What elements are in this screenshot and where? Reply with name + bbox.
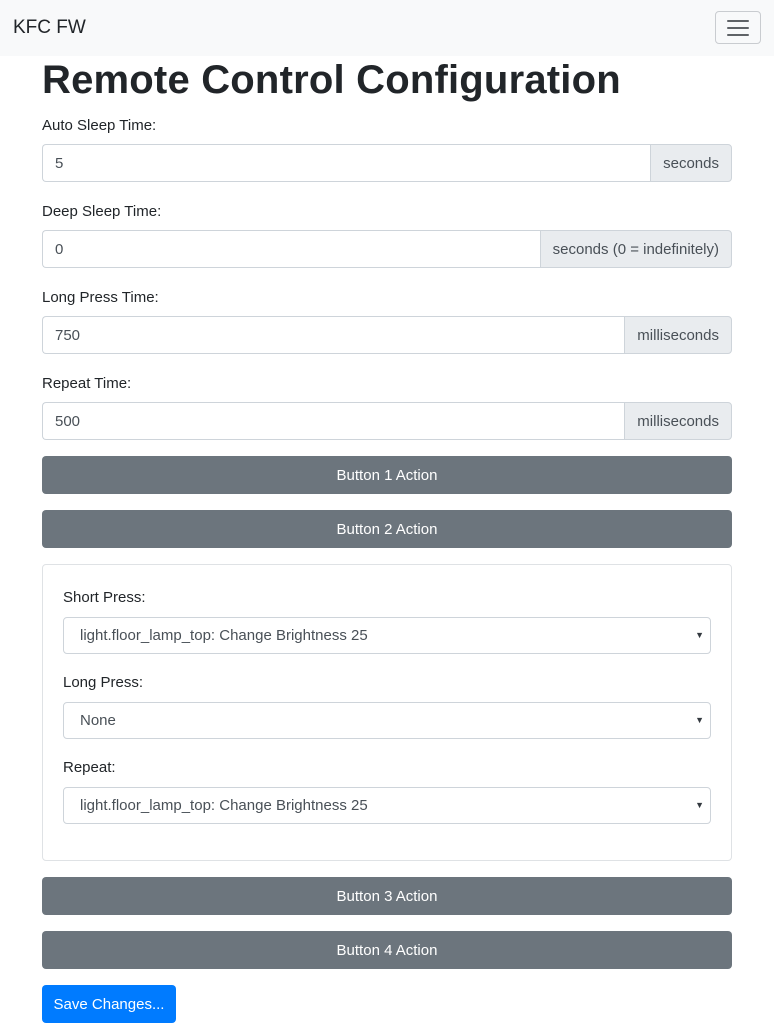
button-3-action-button[interactable]: Button 3 Action: [42, 877, 732, 915]
button-2-action-button[interactable]: Button 2 Action: [42, 510, 732, 548]
auto-sleep-group: [42, 144, 732, 182]
button-2-action-panel: [42, 564, 732, 861]
button-1-action-button[interactable]: Button 1 Action: [42, 456, 732, 494]
chevron-down-icon: ▼: [695, 630, 704, 640]
chevron-down-icon: ▼: [695, 715, 704, 725]
long-press-select[interactable]: [63, 702, 711, 739]
page-title: Remote Control Configuration: [42, 58, 621, 102]
deep-sleep-group: [42, 230, 732, 268]
hamburger-menu-icon[interactable]: [715, 11, 761, 44]
repeat-time-input[interactable]: [42, 402, 624, 440]
long-press-time-unit: milliseconds: [624, 316, 732, 354]
long-press-time-input[interactable]: [42, 316, 624, 354]
deep-sleep-label: Deep Sleep Time:: [42, 203, 162, 220]
short-press-label: Short Press:: [63, 589, 146, 606]
auto-sleep-unit: seconds: [650, 144, 732, 182]
repeat-label: Repeat:: [63, 759, 116, 776]
deep-sleep-input[interactable]: [42, 230, 540, 268]
deep-sleep-unit: seconds (0 = indefinitely): [540, 230, 732, 268]
short-press-selected-value: light.floor_lamp_top: Change Brightness 25: [80, 627, 368, 644]
navbar-brand[interactable]: KFC FW: [13, 17, 86, 38]
button-4-action-button[interactable]: Button 4 Action: [42, 931, 732, 969]
short-press-select[interactable]: [63, 617, 711, 654]
long-press-time-group: [42, 316, 732, 354]
chevron-down-icon: ▼: [695, 800, 704, 810]
repeat-selected-value: light.floor_lamp_top: Change Brightness 25: [80, 797, 368, 814]
auto-sleep-label: Auto Sleep Time:: [42, 117, 157, 134]
long-press-selected-value: None: [80, 712, 116, 729]
repeat-time-unit: milliseconds: [624, 402, 732, 440]
save-changes-button[interactable]: Save Changes...: [42, 985, 176, 1023]
long-press-time-label: Long Press Time:: [42, 289, 159, 306]
long-press-label: Long Press:: [63, 674, 144, 691]
repeat-time-label: Repeat Time:: [42, 375, 132, 392]
auto-sleep-input[interactable]: [42, 144, 650, 182]
repeat-select[interactable]: [63, 787, 711, 824]
repeat-time-group: [42, 402, 732, 440]
navbar: [0, 0, 774, 56]
